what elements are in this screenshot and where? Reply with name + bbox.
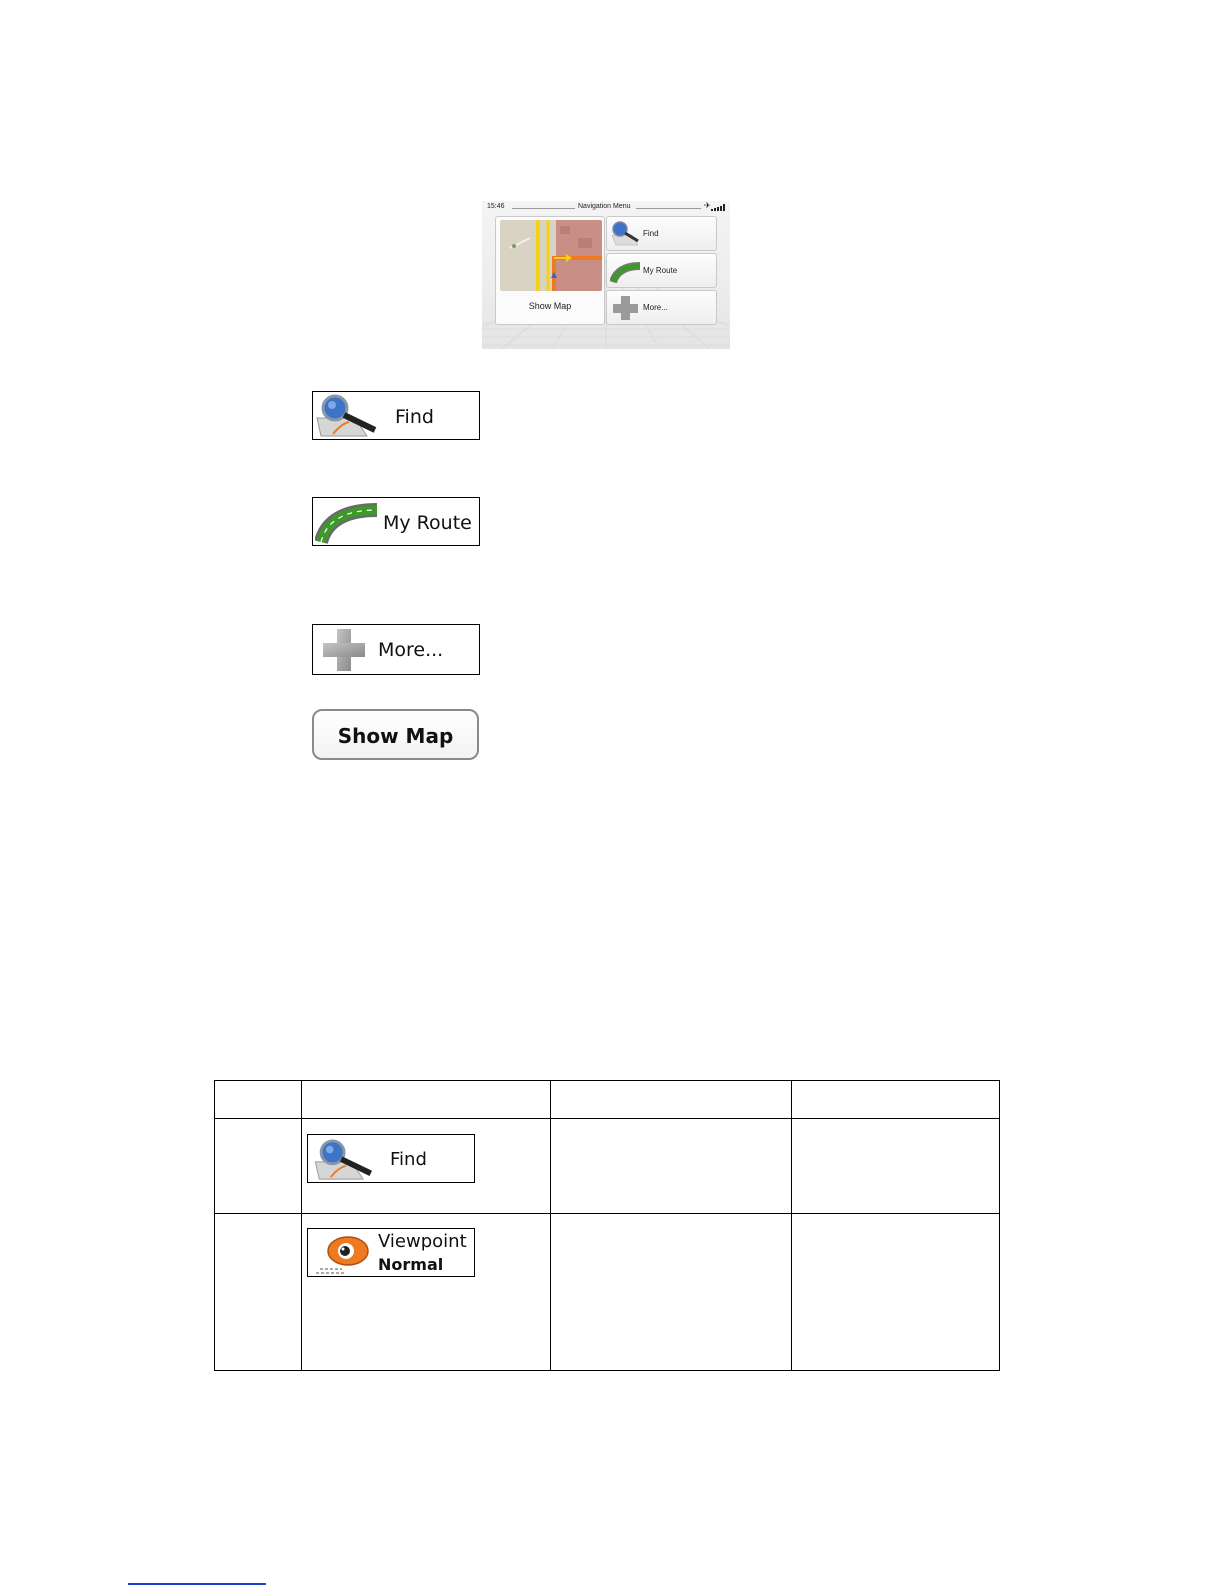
table-row — [215, 1214, 1000, 1371]
navigation-menu-screenshot — [482, 201, 730, 349]
my-route-tile-label: My Route — [643, 266, 678, 275]
my-route-button-label: My Route — [383, 512, 472, 534]
table-cell — [551, 1119, 792, 1214]
my-route-tile[interactable] — [606, 253, 717, 288]
signal-strength-icon — [711, 204, 727, 211]
viewpoint-button[interactable] — [307, 1228, 475, 1277]
title-rule-right — [636, 208, 701, 209]
table-header-row — [215, 1081, 1000, 1119]
viewpoint-button-label: Viewpoint — [378, 1231, 467, 1252]
clock: 15:46 — [487, 203, 505, 210]
magnifier-icon — [312, 1139, 378, 1181]
magnifier-icon — [610, 221, 642, 247]
plus-icon — [610, 295, 642, 321]
table-cell — [302, 1214, 551, 1371]
header-cell — [792, 1081, 1000, 1119]
more-button-label: More... — [378, 639, 444, 661]
route-curve-icon — [315, 500, 381, 544]
screen-title: Navigation Menu — [578, 203, 631, 210]
show-map-tile[interactable] — [495, 216, 605, 325]
magnifier-icon — [315, 394, 381, 438]
map-preview — [500, 220, 602, 291]
find-tile[interactable] — [606, 216, 717, 251]
satellite-icon: ✈ — [704, 201, 711, 210]
header-cell — [551, 1081, 792, 1119]
table-cell — [551, 1214, 792, 1371]
more-tile[interactable] — [606, 290, 717, 325]
find-button-label: Find — [395, 406, 434, 428]
plus-icon — [321, 627, 367, 673]
show-map-label: Show Map — [528, 301, 572, 311]
table-cell — [792, 1119, 1000, 1214]
table-cell — [792, 1214, 1000, 1371]
find-button-label: Find — [390, 1149, 427, 1170]
show-map-button[interactable] — [312, 709, 479, 760]
title-rule-left — [512, 208, 575, 209]
viewpoint-button-value: Normal — [378, 1255, 444, 1274]
table-cell — [215, 1119, 302, 1214]
more-button[interactable] — [312, 624, 480, 675]
header-cell — [215, 1081, 302, 1119]
find-tile-label: Find — [643, 229, 659, 238]
table-cell — [302, 1119, 551, 1214]
my-route-button[interactable] — [312, 497, 480, 546]
more-tile-label: More... — [643, 303, 668, 312]
eye-icon — [312, 1233, 376, 1275]
route-curve-icon — [610, 258, 642, 284]
header-cell — [302, 1081, 551, 1119]
find-button[interactable] — [312, 391, 480, 440]
table-row — [215, 1119, 1000, 1214]
buttons-table — [214, 1080, 1000, 1371]
show-map-button-label: Show Map — [337, 724, 454, 748]
table-cell — [215, 1214, 302, 1371]
find-button[interactable] — [307, 1134, 475, 1183]
status-bar — [482, 201, 730, 215]
